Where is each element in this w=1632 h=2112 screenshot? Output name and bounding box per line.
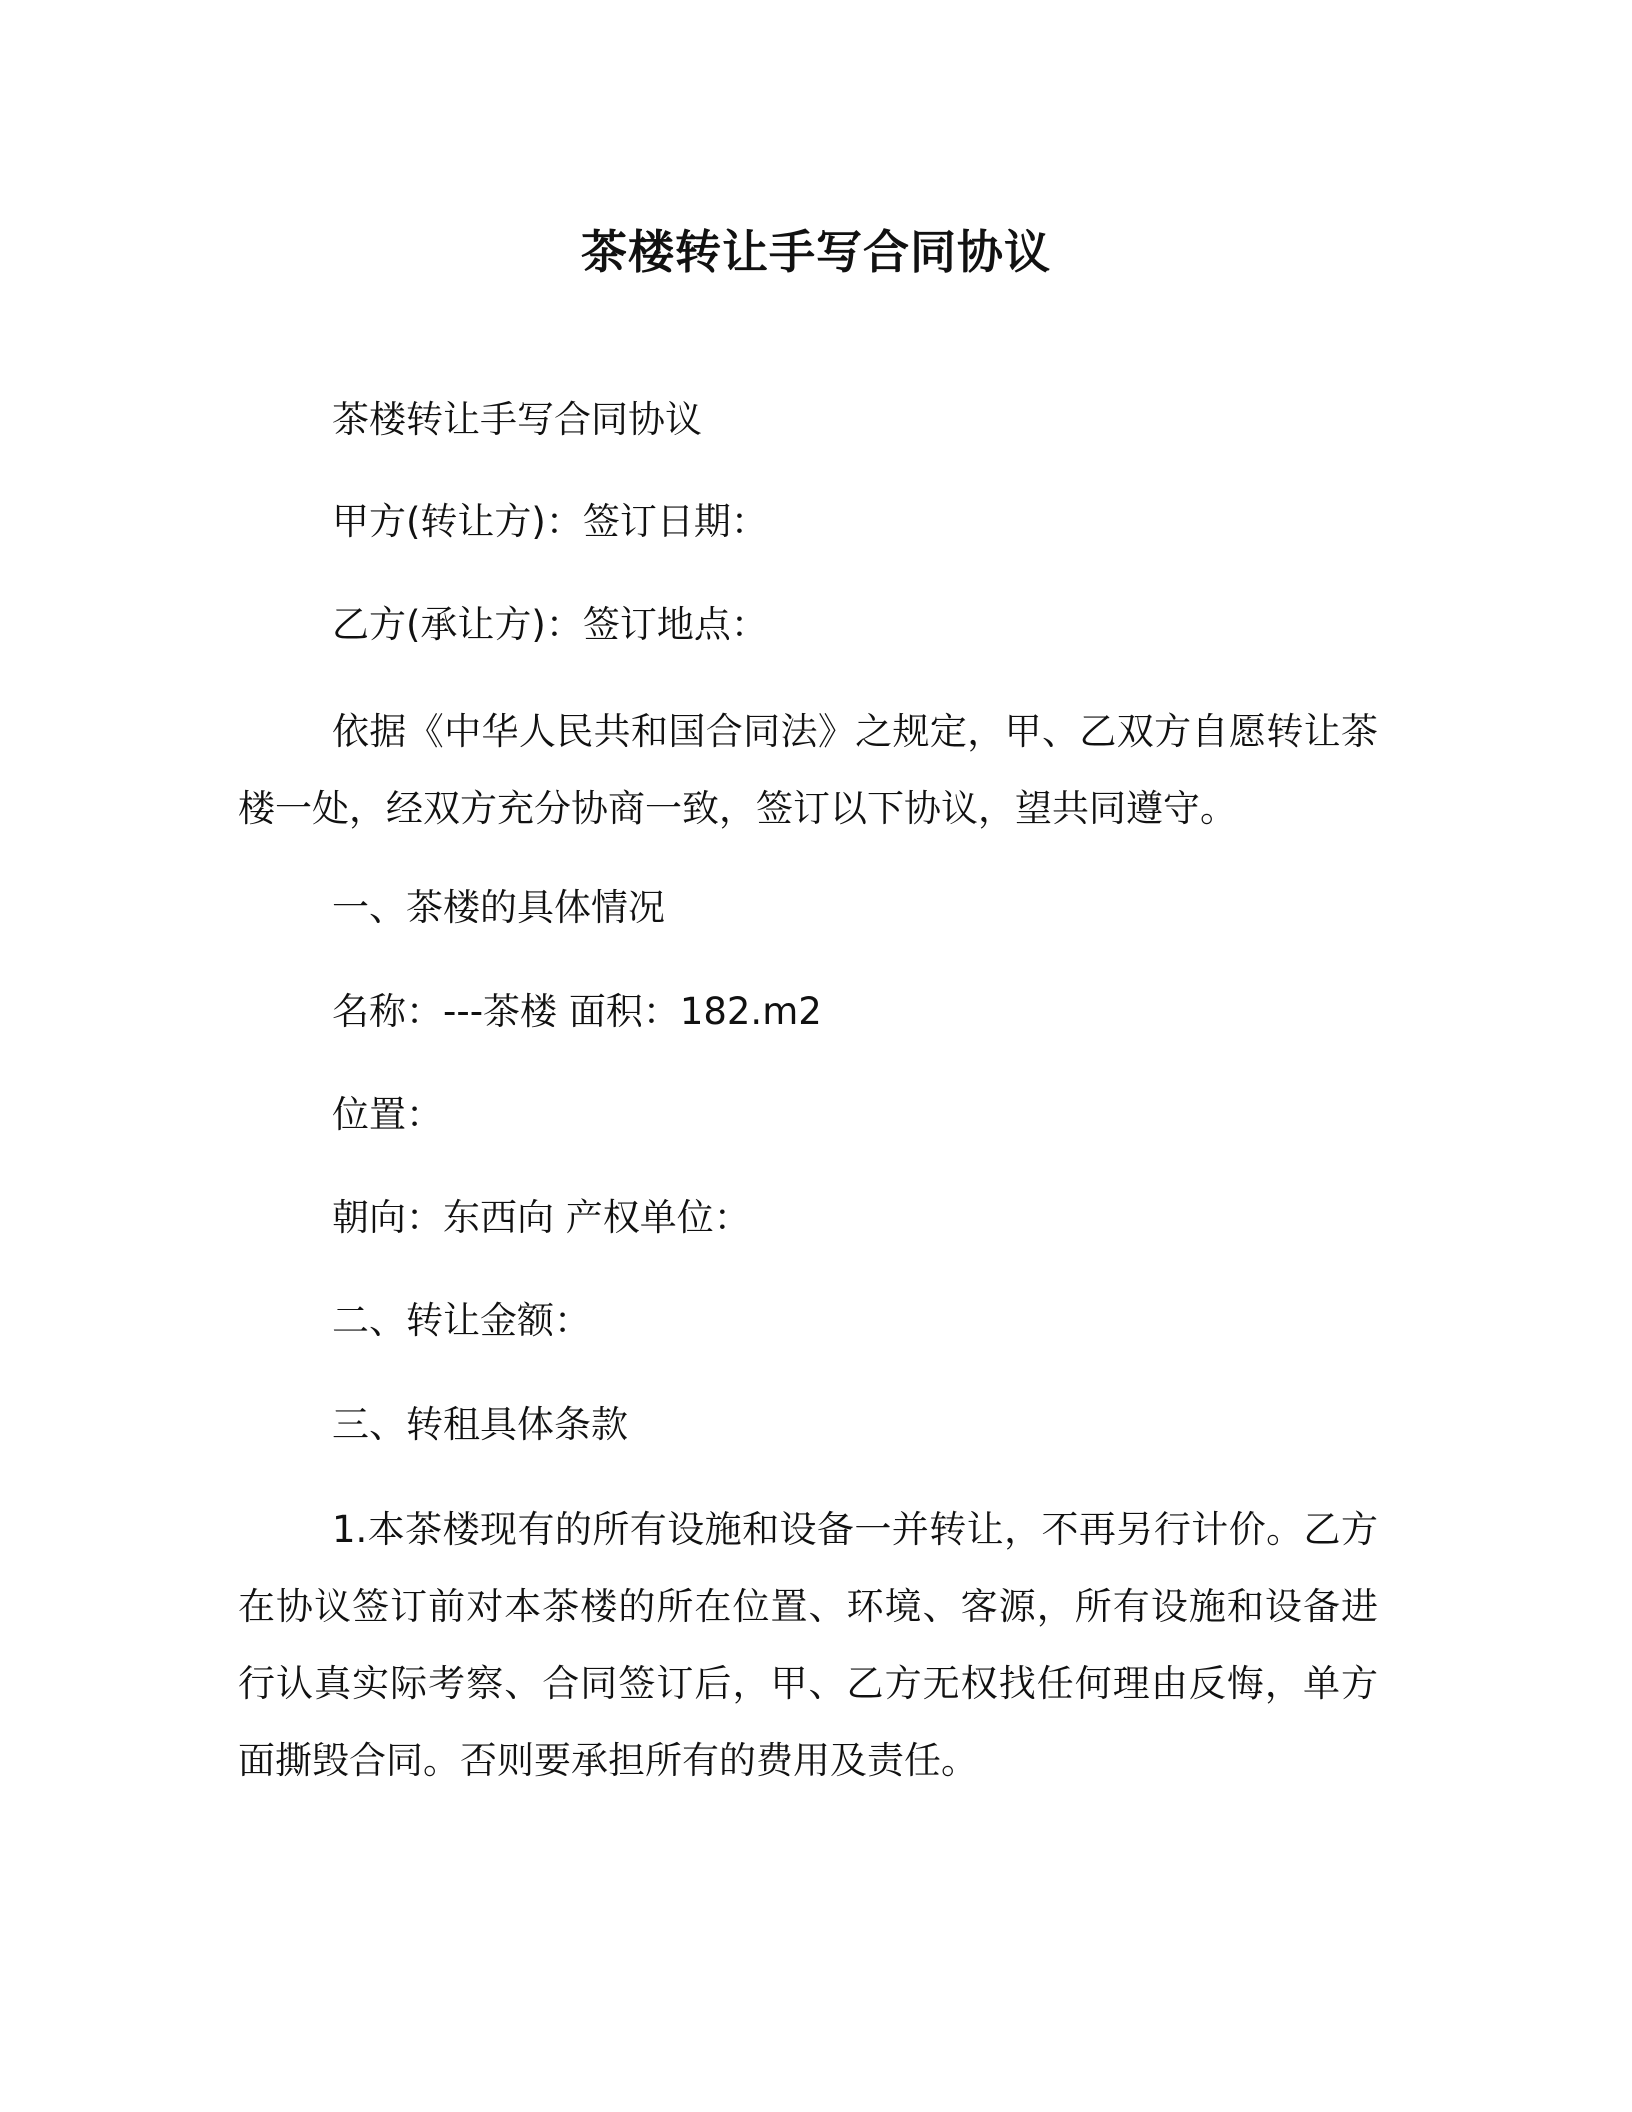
- preamble-paragraph: 依据《中华人民共和国合同法》之规定，甲、乙双方自愿转让茶楼一处，经双方充分协商一致，签订以下协议，望共同遵守。: [238, 710, 1378, 830]
- clause-1-paragraph: 1.本茶楼现有的所有设施和设备一并转让，不再另行计价。乙方在协议签订前对本茶楼的所在位置、环境、客源，所有设施和设备进行认真实际考察、合同签订后，甲、乙方无权找任何理由反悔，单方面撕毁合同。否则要承担所有的费用及责任。: [238, 1508, 1378, 1782]
- name-area-line: 名称：---茶楼 面积：182.m2: [332, 990, 822, 1033]
- section-2-heading: 二、转让金额：: [332, 1299, 591, 1342]
- party-b-line: 乙方(承让方)：签订地点：: [332, 603, 768, 646]
- section-1-heading: 一、茶楼的具体情况: [332, 886, 665, 929]
- document-subtitle: 茶楼转让手写合同协议: [332, 398, 702, 441]
- location-line: 位置：: [332, 1093, 443, 1136]
- section-3-heading: 三、转租具体条款: [332, 1403, 628, 1446]
- orientation-line: 朝向：东西向 产权单位：: [332, 1196, 751, 1239]
- party-a-line: 甲方(转让方)：签订日期：: [332, 500, 768, 543]
- document-title: 茶楼转让手写合同协议: [581, 225, 1051, 279]
